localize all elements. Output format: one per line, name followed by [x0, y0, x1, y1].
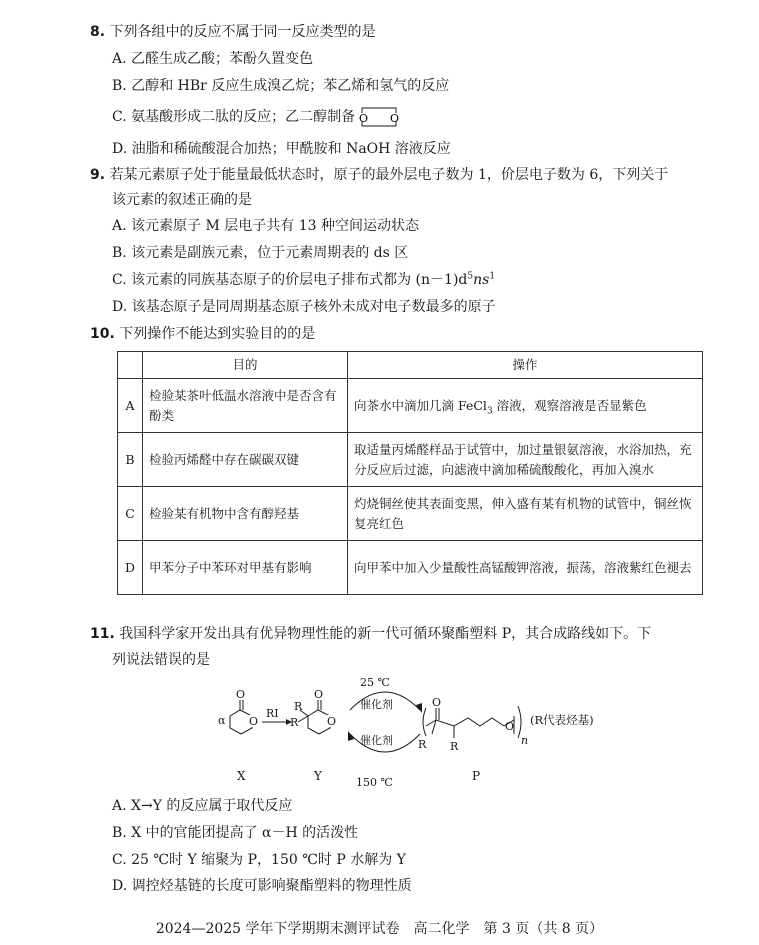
q9-number: 9.	[90, 167, 106, 183]
catalyst-bottom: 催化剂	[360, 734, 393, 747]
arrowhead-y-to-p	[416, 703, 422, 713]
q9-stem-line2: 该元素的叙述正确的是	[112, 192, 252, 208]
q11-option-b: B. X 中的官能团提高了 α－H 的活泼性	[112, 825, 359, 841]
q9-option-c	[112, 270, 495, 290]
q10-stem	[90, 324, 315, 344]
table-header-row	[118, 352, 703, 379]
catalyst-top: 催化剂	[360, 698, 393, 711]
q11-stem-line1	[90, 624, 651, 644]
row-operation: 取适量丙烯醛样品于试管中，加过量银氨溶液，水浴加热，充分反应后过滤，向滤液中滴加稀硫酸酸化，再加入溴水	[348, 433, 703, 487]
experiment-table	[117, 351, 703, 595]
arrowhead-p-to-y	[348, 731, 354, 741]
y-carbonyl-o: O	[314, 688, 324, 701]
q8-number: 8.	[90, 24, 106, 40]
header-blank	[118, 352, 143, 379]
molecule-y	[298, 700, 330, 734]
q8-stem-text: 下列各组中的反应不属于同一反应类型的是	[109, 24, 376, 40]
y-r-top: R	[294, 700, 303, 713]
label-p: P	[472, 769, 481, 783]
q9-option-a: A. 该元素原子 M 层电子共有 13 种空间运动状态	[112, 218, 419, 234]
q9-option-b: B. 该元素是副族元素，位于元素周期表的 ds 区	[112, 245, 409, 261]
q9-stem-line1	[90, 165, 668, 185]
r-note: (R代表烃基)	[530, 713, 594, 727]
q11-stem-text: 我国科学家开发出具有优异物理性能的新一代可循环聚酯塑料 P，其合成路线如下。下	[119, 626, 652, 642]
q11-option-d: D. 调控烃基链的长度可影响聚酯塑料的物理性质	[112, 878, 412, 894]
row-label: B	[118, 433, 143, 487]
label-x: X	[237, 769, 246, 783]
row-goal: 检验丙烯醛中存在碳碳双键	[143, 433, 348, 487]
x-ring-o: O	[249, 715, 259, 728]
q8-option-c	[112, 106, 400, 128]
q8-option-d: D. 油脂和稀硫酸混合加热；甲酰胺和 NaOH 溶液反应	[112, 141, 451, 157]
row-operation: 向茶水中滴加几滴 FeCl$_3$ 溶液，观察溶液是否显紫色	[348, 379, 703, 433]
q9-option-c-ns: ns	[473, 272, 490, 288]
row-label: A	[118, 379, 143, 433]
temp-150: 150 ℃	[356, 776, 393, 789]
row-label: D	[118, 541, 143, 595]
reagent-ri: RI	[266, 707, 279, 720]
q9-option-c-sup1: 5	[467, 271, 474, 282]
q9-option-d: D. 该基态原子是同周期基态原子核外未成对电子数最多的原子	[112, 299, 496, 315]
dioxane-structure	[360, 106, 400, 128]
q11-option-c: C. 25 ℃时 Y 缩聚为 P，150 ℃时 P 水解为 Y	[112, 852, 406, 868]
row-operation: 灼烧铜丝使其表面变黑，伸入盛有某有机物的试管中，铜丝恢复亮红色	[348, 487, 703, 541]
q9-option-c-sup2: 1	[489, 271, 496, 282]
table-row	[118, 433, 703, 487]
q8-stem	[90, 22, 376, 42]
label-y: Y	[314, 769, 322, 783]
q10-stem-text: 下列操作不能达到实验目的的是	[119, 326, 316, 342]
temp-25: 25 ℃	[360, 676, 390, 689]
y-r-left: R	[290, 716, 299, 729]
dioxane-o-left: O	[358, 112, 368, 125]
header-goal: 目的	[143, 352, 348, 379]
q8-option-a: A. 乙醛生成乙酸；苯酚久置变色	[112, 51, 314, 67]
row-label: C	[118, 487, 143, 541]
p-carbonyl-o: O	[432, 696, 442, 709]
q8-option-b: B. 乙醇和 HBr 反应生成溴乙烷；苯乙烯和氢气的反应	[112, 78, 450, 94]
q11-stem-line2: 列说法错误的是	[112, 652, 210, 668]
synthesis-scheme	[210, 672, 640, 792]
dioxane-o-right: O	[389, 112, 399, 125]
table-row	[118, 487, 703, 541]
page-footer: 2024—2025 学年下学期期末测评试卷 高二化学 第 3 页（共 8 页）	[155, 921, 604, 937]
header-operation: 操作	[348, 352, 703, 379]
table-row	[118, 379, 703, 433]
table-row	[118, 541, 703, 595]
q11-number: 11.	[90, 626, 115, 642]
p-ester-o: O	[505, 720, 515, 733]
p-r-right: R	[450, 740, 459, 753]
p-subscript-n: n	[521, 734, 529, 747]
row-operation: 向甲苯中加入少量酸性高锰酸钾溶液，振荡，溶液紫红色褪去	[348, 541, 703, 595]
q10-number: 10.	[90, 326, 115, 342]
y-ring-o: O	[327, 715, 337, 728]
p-r-left: R	[418, 738, 427, 751]
q9-option-c-text: C. 该元素的同族基态原子的价层电子排布式都为 (n－1)d	[112, 272, 468, 288]
x-alpha: α	[218, 714, 226, 727]
q11-option-a: A. X→Y 的反应属于取代反应	[112, 798, 293, 814]
x-carbonyl-o: O	[236, 688, 246, 701]
q8-option-c-text: C. 氨基酸形成二肽的反应；乙二醇制备	[112, 109, 356, 125]
row-goal: 检验某有机物中含有醇羟基	[143, 487, 348, 541]
row-goal: 检验某茶叶低温水溶液中是否含有酚类	[143, 379, 348, 433]
q9-stem-text: 若某元素原子处于能量最低状态时，原子的最外层电子数为 1，价层电子数为 6，下列关于	[109, 167, 669, 183]
row-goal: 甲苯分子中苯环对甲基有影响	[143, 541, 348, 595]
